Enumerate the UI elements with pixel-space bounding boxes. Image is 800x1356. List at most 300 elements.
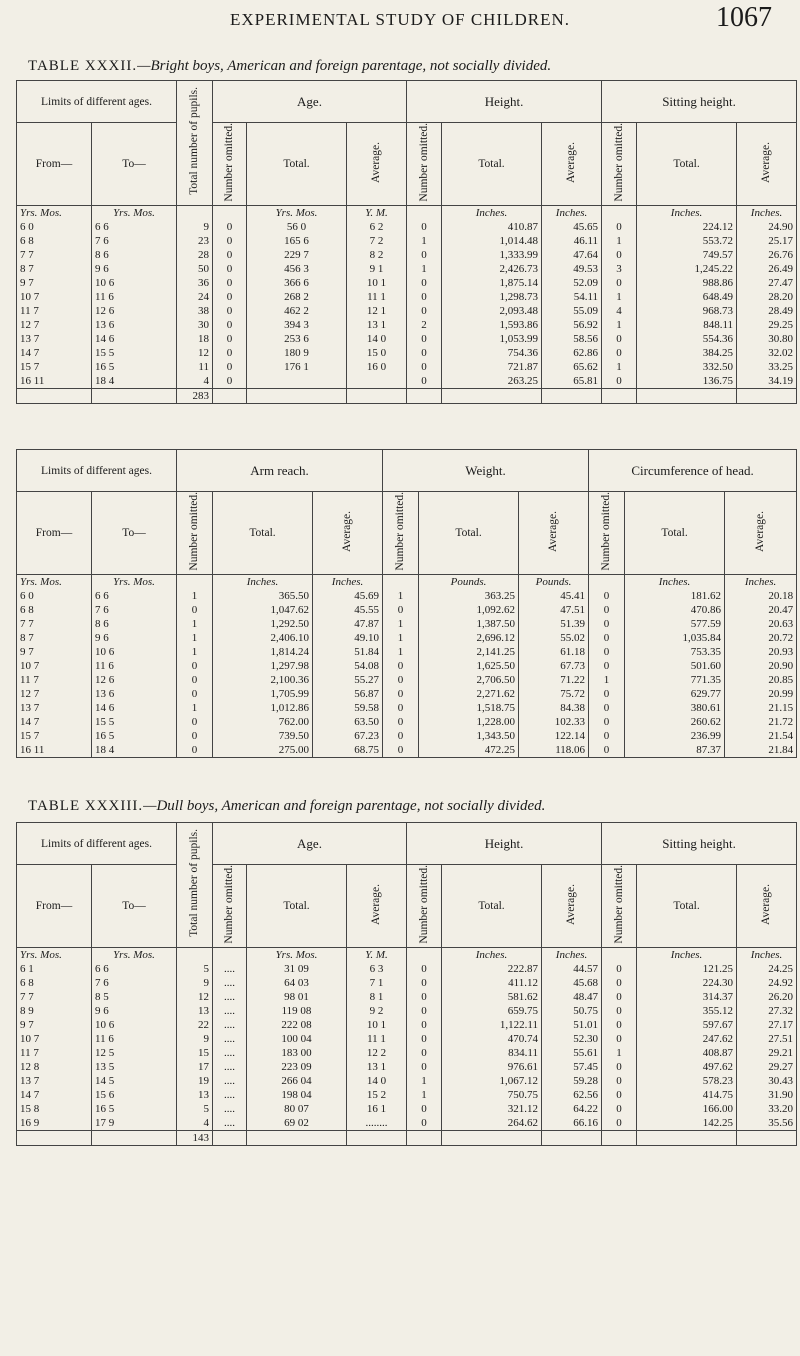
arm-total-cell: 1,047.62 xyxy=(213,603,313,617)
age-total-cell: 176 1 xyxy=(247,360,347,374)
total-pupils-cell: 15 xyxy=(177,1046,213,1060)
weight-average-cell: 47.51 xyxy=(519,603,589,617)
head-omitted-cell: 0 xyxy=(589,701,625,715)
to-cell: 13 5 xyxy=(92,1060,177,1074)
table-row xyxy=(17,1060,797,1074)
head-omitted-cell: 0 xyxy=(589,617,625,631)
sitting-total-cell: 121.25 xyxy=(637,962,737,976)
weight-average-cell: 45.41 xyxy=(519,589,589,603)
sitting-average-cell: 27.32 xyxy=(737,1004,797,1018)
from-cell: 7 7 xyxy=(17,248,92,262)
age-average-cell: 13 1 xyxy=(347,1060,407,1074)
sitting-omitted-cell: 0 xyxy=(602,1116,637,1131)
weight-omitted-cell: 0 xyxy=(383,659,419,673)
from-cell: 16 11 xyxy=(17,743,92,758)
height-total-cell: 2,093.48 xyxy=(442,304,542,318)
arm-omitted-cell: 1 xyxy=(177,617,213,631)
sitting-average-cell: 27.51 xyxy=(737,1032,797,1046)
sitting-total-cell: 408.87 xyxy=(637,1046,737,1060)
height-total-cell: 2,426.73 xyxy=(442,262,542,276)
table-row xyxy=(17,631,797,645)
head-omitted-cell: 0 xyxy=(589,589,625,603)
sitting-total-cell: 247.62 xyxy=(637,1032,737,1046)
sitting-total-cell: 497.62 xyxy=(637,1060,737,1074)
height-total-cell: 1,333.99 xyxy=(442,248,542,262)
arm-average-cell: 54.08 xyxy=(313,659,383,673)
sitting-omitted-cell: 0 xyxy=(602,1032,637,1046)
weight-omitted-cell: 1 xyxy=(383,589,419,603)
to-cell: 6 6 xyxy=(92,589,177,603)
total-pupils-cell: 30 xyxy=(177,318,213,332)
to-cell: 11 6 xyxy=(92,290,177,304)
units-row: Yrs. Mos. Yrs. Mos. Yrs. Mos. Y. M. Inches. Inches. Inches. Inches. xyxy=(17,205,797,220)
table-row xyxy=(17,701,797,715)
head-total-cell: 260.62 xyxy=(625,715,725,729)
arm-average-cell: 45.55 xyxy=(313,603,383,617)
table-row xyxy=(17,962,797,976)
table-row xyxy=(17,1102,797,1116)
age-total-cell: 268 2 xyxy=(247,290,347,304)
head-total-cell: 771.35 xyxy=(625,673,725,687)
head-total-cell: 629.77 xyxy=(625,687,725,701)
head-omitted-cell: 0 xyxy=(589,715,625,729)
age-omitted-cell: .... xyxy=(213,1018,247,1032)
to-cell: 11 6 xyxy=(92,659,177,673)
age-omitted-cell: 0 xyxy=(213,276,247,290)
table-row xyxy=(17,673,797,687)
weight-average-cell: 118.06 xyxy=(519,743,589,758)
from-cell: 8 7 xyxy=(17,631,92,645)
sitting-omitted-cell: 0 xyxy=(602,374,637,389)
head-omitted-cell: 0 xyxy=(589,687,625,701)
age-average-cell: 7 1 xyxy=(347,976,407,990)
height-omitted-cell: 0 xyxy=(407,304,442,318)
arm-total-cell: 1,297.98 xyxy=(213,659,313,673)
from-cell: 6 0 xyxy=(17,220,92,234)
height-total-cell: 1,298.73 xyxy=(442,290,542,304)
table-row xyxy=(17,304,797,318)
age-total-cell: 266 04 xyxy=(247,1074,347,1088)
sitting-average-cell: 32.02 xyxy=(737,346,797,360)
to-cell: 10 6 xyxy=(92,645,177,659)
sitting-omitted-cell: 1 xyxy=(602,318,637,332)
height-average-cell: 44.57 xyxy=(542,962,602,976)
sitting-average-cell: 28.20 xyxy=(737,290,797,304)
height-total-cell: 976.61 xyxy=(442,1060,542,1074)
sitting-omitted-cell: 0 xyxy=(602,1074,637,1088)
table-row xyxy=(17,290,797,304)
sitting-total-cell: 136.75 xyxy=(637,374,737,389)
weight-omitted-cell: 0 xyxy=(383,743,419,758)
sitting-total-cell: 384.25 xyxy=(637,346,737,360)
sitting-total-cell: 648.49 xyxy=(637,290,737,304)
from-cell: 14 7 xyxy=(17,1088,92,1102)
from-cell: 10 7 xyxy=(17,290,92,304)
average-header: Average. xyxy=(347,123,407,206)
age-average-cell: 6 3 xyxy=(347,962,407,976)
total-pupils-cell: 23 xyxy=(177,234,213,248)
from-cell: 6 8 xyxy=(17,234,92,248)
table-row xyxy=(17,374,797,389)
sitting-total-cell: 1,245.22 xyxy=(637,262,737,276)
height-average-cell: 65.62 xyxy=(542,360,602,374)
height-omitted-cell: 0 xyxy=(407,962,442,976)
arm-total-cell: 1,814.24 xyxy=(213,645,313,659)
height-total-cell: 1,875.14 xyxy=(442,276,542,290)
height-total-cell: 264.62 xyxy=(442,1116,542,1131)
height-total-cell: 1,053.99 xyxy=(442,332,542,346)
sitting-total-cell: 968.73 xyxy=(637,304,737,318)
to-cell: 18 4 xyxy=(92,374,177,389)
table32-arm-weight-head xyxy=(16,449,797,758)
age-omitted-cell: 0 xyxy=(213,262,247,276)
arm-total-cell: 1,705.99 xyxy=(213,687,313,701)
total-pupils-cell: 50 xyxy=(177,262,213,276)
to-cell: 8 6 xyxy=(92,248,177,262)
arm-average-cell: 68.75 xyxy=(313,743,383,758)
sitting-omitted-cell: 1 xyxy=(602,234,637,248)
height-total-cell: 263.25 xyxy=(442,374,542,389)
total-pupils-cell: 13 xyxy=(177,1088,213,1102)
arm-total-cell: 1,292.50 xyxy=(213,617,313,631)
head-average-cell: 21.54 xyxy=(725,729,797,743)
from-cell: 15 7 xyxy=(17,729,92,743)
table-row xyxy=(17,332,797,346)
from-cell: 6 0 xyxy=(17,589,92,603)
table33-label: TABLE XXXIII. xyxy=(28,798,144,814)
age-average-cell: 12 2 xyxy=(347,1046,407,1060)
weight-total-cell: 2,271.62 xyxy=(419,687,519,701)
sitting-omitted-cell: 4 xyxy=(602,304,637,318)
total-pupils-cell: 4 xyxy=(177,1116,213,1131)
age-header: Age. xyxy=(213,81,407,123)
height-omitted-cell: 0 xyxy=(407,1018,442,1032)
head-omitted-cell: 0 xyxy=(589,603,625,617)
height-average-cell: 64.22 xyxy=(542,1102,602,1116)
table-row xyxy=(17,729,797,743)
age-average-cell: 15 2 xyxy=(347,1088,407,1102)
age-header: Age. xyxy=(213,823,407,865)
from-cell: 8 7 xyxy=(17,262,92,276)
to-cell: 14 6 xyxy=(92,701,177,715)
to-cell: 14 5 xyxy=(92,1074,177,1088)
sitting-average-cell: 33.25 xyxy=(737,360,797,374)
head-average-cell: 20.47 xyxy=(725,603,797,617)
sitting-omitted-cell: 0 xyxy=(602,1060,637,1074)
age-total-cell: 183 00 xyxy=(247,1046,347,1060)
omitted-header: Number omitted. xyxy=(213,865,247,948)
table-row xyxy=(17,687,797,701)
table-row xyxy=(17,1088,797,1102)
units-row: Yrs. Mos. Yrs. Mos. Inches. Inches. Pounds. Pounds. Inches. Inches. xyxy=(17,574,797,589)
total-header: Total. xyxy=(625,492,725,575)
age-omitted-cell: .... xyxy=(213,962,247,976)
to-cell: 16 5 xyxy=(92,1102,177,1116)
weight-omitted-cell: 1 xyxy=(383,645,419,659)
weight-average-cell: 51.39 xyxy=(519,617,589,631)
average-header: Average. xyxy=(347,865,407,948)
to-cell: 15 5 xyxy=(92,346,177,360)
age-omitted-cell: 0 xyxy=(213,220,247,234)
age-omitted-cell: .... xyxy=(213,1088,247,1102)
total-pupils-cell: 24 xyxy=(177,290,213,304)
arm-omitted-cell: 0 xyxy=(177,715,213,729)
to-cell: 6 6 xyxy=(92,220,177,234)
height-average-cell: 45.65 xyxy=(542,220,602,234)
total-pupils-cell: 17 xyxy=(177,1060,213,1074)
arm-average-cell: 55.27 xyxy=(313,673,383,687)
arm-average-cell: 49.10 xyxy=(313,631,383,645)
weight-total-cell: 472.25 xyxy=(419,743,519,758)
total-pupils-cell: 22 xyxy=(177,1018,213,1032)
weight-average-cell: 71.22 xyxy=(519,673,589,687)
head-average-cell: 20.90 xyxy=(725,659,797,673)
age-average-cell: 15 0 xyxy=(347,346,407,360)
arm-omitted-cell: 0 xyxy=(177,729,213,743)
head-average-cell: 20.99 xyxy=(725,687,797,701)
total-header: Total. xyxy=(419,492,519,575)
height-total-cell: 834.11 xyxy=(442,1046,542,1060)
height-omitted-cell: 1 xyxy=(407,1088,442,1102)
age-average-cell: 8 1 xyxy=(347,990,407,1004)
height-total-cell: 1,593.86 xyxy=(442,318,542,332)
arm-total-cell: 2,100.36 xyxy=(213,673,313,687)
height-omitted-cell: 0 xyxy=(407,976,442,990)
age-average-cell: 6 2 xyxy=(347,220,407,234)
height-omitted-cell: 0 xyxy=(407,374,442,389)
total-pupils-cell: 36 xyxy=(177,276,213,290)
arm-total-cell: 275.00 xyxy=(213,743,313,758)
sitting-omitted-cell: 1 xyxy=(602,1046,637,1060)
total-header: Total. xyxy=(442,865,542,948)
height-average-cell: 49.53 xyxy=(542,262,602,276)
age-average-cell: 10 1 xyxy=(347,1018,407,1032)
height-average-cell: 57.45 xyxy=(542,1060,602,1074)
arm-omitted-cell: 0 xyxy=(177,687,213,701)
height-omitted-cell: 0 xyxy=(407,220,442,234)
table-row xyxy=(17,1116,797,1131)
height-header: Height. xyxy=(407,823,602,865)
from-cell: 10 7 xyxy=(17,659,92,673)
table-row xyxy=(17,220,797,234)
arm-reach-header: Arm reach. xyxy=(177,450,383,492)
head-total-cell: 87.37 xyxy=(625,743,725,758)
total-pupils-cell: 12 xyxy=(177,990,213,1004)
age-total-cell: 119 08 xyxy=(247,1004,347,1018)
table32-label: TABLE XXXII. xyxy=(28,58,138,74)
sitting-average-cell: 25.17 xyxy=(737,234,797,248)
age-total-cell: 80 07 xyxy=(247,1102,347,1116)
to-header: To— xyxy=(92,492,177,575)
table-row xyxy=(17,346,797,360)
age-average-cell: 16 1 xyxy=(347,1102,407,1116)
total-row xyxy=(17,1130,797,1145)
to-cell: 9 6 xyxy=(92,1004,177,1018)
age-average-cell: 10 1 xyxy=(347,276,407,290)
weight-total-cell: 2,141.25 xyxy=(419,645,519,659)
head-omitted-cell: 0 xyxy=(589,743,625,758)
weight-total-cell: 1,343.50 xyxy=(419,729,519,743)
from-header: From— xyxy=(17,865,92,948)
weight-total-cell: 1,092.62 xyxy=(419,603,519,617)
head-circumference-header: Circumference of head. xyxy=(589,450,797,492)
sitting-omitted-cell: 1 xyxy=(602,360,637,374)
age-omitted-cell: 0 xyxy=(213,346,247,360)
sitting-total-cell: 848.11 xyxy=(637,318,737,332)
from-header: From— xyxy=(17,123,92,206)
height-omitted-cell: 1 xyxy=(407,262,442,276)
weight-omitted-cell: 0 xyxy=(383,729,419,743)
sitting-total-cell: 332.50 xyxy=(637,360,737,374)
table-row xyxy=(17,617,797,631)
height-total-cell: 750.75 xyxy=(442,1088,542,1102)
sitting-total-cell: 414.75 xyxy=(637,1088,737,1102)
arm-total-cell: 2,406.10 xyxy=(213,631,313,645)
to-cell: 14 6 xyxy=(92,332,177,346)
table33-title: —Dull boys, American and foreign parentage, not socially divided. xyxy=(143,798,546,814)
to-cell: 6 6 xyxy=(92,962,177,976)
running-head: EXPERIMENTAL STUDY OF CHILDREN. xyxy=(229,10,571,29)
total-pupils: 283 xyxy=(177,388,213,403)
from-cell: 7 7 xyxy=(17,990,92,1004)
age-omitted-cell: .... xyxy=(213,1116,247,1131)
sitting-omitted-cell: 0 xyxy=(602,1088,637,1102)
table-row xyxy=(17,1046,797,1060)
height-total-cell: 222.87 xyxy=(442,962,542,976)
sitting-total-cell: 355.12 xyxy=(637,1004,737,1018)
head-omitted-cell: 0 xyxy=(589,659,625,673)
sitting-total-cell: 553.72 xyxy=(637,234,737,248)
weight-omitted-cell: 1 xyxy=(383,631,419,645)
total-pupils-cell: 38 xyxy=(177,304,213,318)
height-average-cell: 62.86 xyxy=(542,346,602,360)
sitting-total-cell: 166.00 xyxy=(637,1102,737,1116)
total-pupils-cell: 18 xyxy=(177,332,213,346)
sitting-total-cell: 597.67 xyxy=(637,1018,737,1032)
height-omitted-cell: 0 xyxy=(407,360,442,374)
weight-omitted-cell: 0 xyxy=(383,673,419,687)
table-row xyxy=(17,1018,797,1032)
arm-omitted-cell: 0 xyxy=(177,659,213,673)
height-average-cell: 50.75 xyxy=(542,1004,602,1018)
total-pupils-cell: 28 xyxy=(177,248,213,262)
to-cell: 15 6 xyxy=(92,1088,177,1102)
height-omitted-cell: 0 xyxy=(407,290,442,304)
average-header: Average. xyxy=(519,492,589,575)
age-omitted-cell: 0 xyxy=(213,374,247,389)
total-pupils-cell: 13 xyxy=(177,1004,213,1018)
height-omitted-cell: 0 xyxy=(407,248,442,262)
to-cell: 10 6 xyxy=(92,1018,177,1032)
age-total-cell: 98 01 xyxy=(247,990,347,1004)
sitting-omitted-cell: 0 xyxy=(602,1102,637,1116)
weight-total-cell: 2,706.50 xyxy=(419,673,519,687)
sitting-average-cell: 29.27 xyxy=(737,1060,797,1074)
sitting-average-cell: 24.92 xyxy=(737,976,797,990)
sitting-average-cell: 26.20 xyxy=(737,990,797,1004)
age-omitted-cell: 0 xyxy=(213,290,247,304)
sitting-omitted-cell: 0 xyxy=(602,1018,637,1032)
omitted-header: Number omitted. xyxy=(407,123,442,206)
sitting-average-cell: 26.49 xyxy=(737,262,797,276)
height-omitted-cell: 0 xyxy=(407,1032,442,1046)
head-average-cell: 21.15 xyxy=(725,701,797,715)
sitting-total-cell: 314.37 xyxy=(637,990,737,1004)
sitting-omitted-cell: 0 xyxy=(602,976,637,990)
weight-total-cell: 1,228.00 xyxy=(419,715,519,729)
table-row xyxy=(17,360,797,374)
height-header: Height. xyxy=(407,81,602,123)
to-header: To— xyxy=(92,865,177,948)
from-cell: 12 7 xyxy=(17,318,92,332)
age-average-cell: 13 1 xyxy=(347,318,407,332)
total-pupils-cell: 19 xyxy=(177,1074,213,1088)
head-total-cell: 236.99 xyxy=(625,729,725,743)
table-row xyxy=(17,234,797,248)
total-header: Total. xyxy=(247,865,347,948)
average-header: Average. xyxy=(313,492,383,575)
age-omitted-cell: 0 xyxy=(213,234,247,248)
age-average-cell: 9 1 xyxy=(347,262,407,276)
head-total-cell: 380.61 xyxy=(625,701,725,715)
height-average-cell: 56.92 xyxy=(542,318,602,332)
to-header: To— xyxy=(92,123,177,206)
head-total-cell: 501.60 xyxy=(625,659,725,673)
arm-average-cell: 59.58 xyxy=(313,701,383,715)
age-average-cell: 16 0 xyxy=(347,360,407,374)
sitting-total-cell: 142.25 xyxy=(637,1116,737,1131)
table-row xyxy=(17,645,797,659)
height-average-cell: 65.81 xyxy=(542,374,602,389)
age-total-cell: 198 04 xyxy=(247,1088,347,1102)
arm-average-cell: 45.69 xyxy=(313,589,383,603)
total-header: Total. xyxy=(637,123,737,206)
arm-total-cell: 365.50 xyxy=(213,589,313,603)
sitting-omitted-cell: 0 xyxy=(602,962,637,976)
age-total-cell: 64 03 xyxy=(247,976,347,990)
age-omitted-cell: .... xyxy=(213,1032,247,1046)
table-row xyxy=(17,589,797,603)
head-average-cell: 20.18 xyxy=(725,589,797,603)
height-total-cell: 470.74 xyxy=(442,1032,542,1046)
age-total-cell xyxy=(247,374,347,389)
height-total-cell: 410.87 xyxy=(442,220,542,234)
sitting-average-cell: 24.90 xyxy=(737,220,797,234)
age-total-cell: 222 08 xyxy=(247,1018,347,1032)
sitting-average-cell: 34.19 xyxy=(737,374,797,389)
from-cell: 14 7 xyxy=(17,715,92,729)
age-average-cell xyxy=(347,374,407,389)
arm-total-cell: 1,012.86 xyxy=(213,701,313,715)
head-total-cell: 753.35 xyxy=(625,645,725,659)
table-row xyxy=(17,262,797,276)
age-total-cell: 253 6 xyxy=(247,332,347,346)
age-total-cell: 366 6 xyxy=(247,276,347,290)
height-omitted-cell: 0 xyxy=(407,1102,442,1116)
from-cell: 14 7 xyxy=(17,346,92,360)
height-omitted-cell: 0 xyxy=(407,276,442,290)
head-average-cell: 20.93 xyxy=(725,645,797,659)
height-omitted-cell: 1 xyxy=(407,1074,442,1088)
head-average-cell: 20.63 xyxy=(725,617,797,631)
total-pupils-header: Total number of pupils. xyxy=(177,81,213,206)
to-cell: 7 6 xyxy=(92,234,177,248)
table32-caption xyxy=(28,58,790,75)
arm-total-cell: 739.50 xyxy=(213,729,313,743)
sitting-average-cell: 31.90 xyxy=(737,1088,797,1102)
total-row xyxy=(17,388,797,403)
arm-omitted-cell: 1 xyxy=(177,701,213,715)
